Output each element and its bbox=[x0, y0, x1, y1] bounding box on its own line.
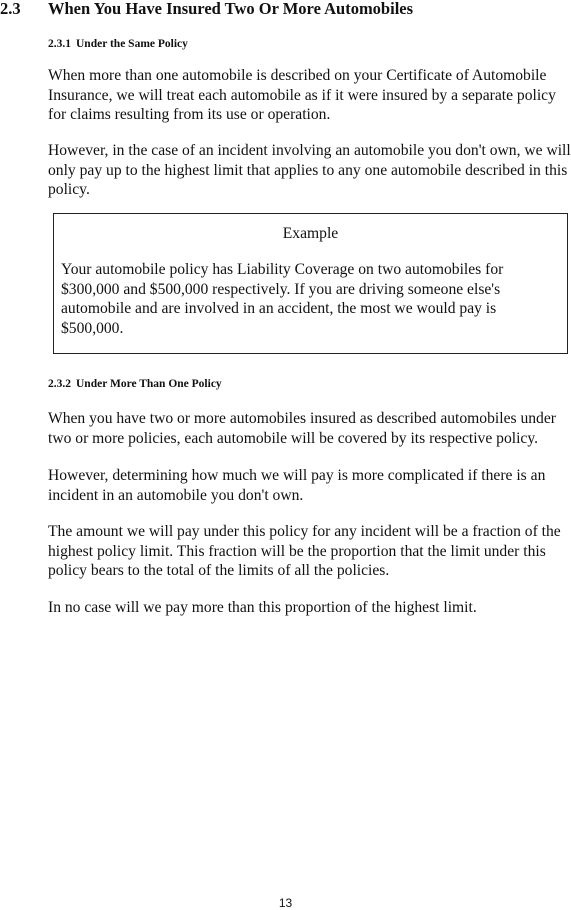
page-number: 13 bbox=[278, 896, 293, 910]
section-number: 2.3 bbox=[0, 0, 21, 18]
subsection-title: Under the Same Policy bbox=[76, 38, 188, 50]
section-title: When You Have Insured Two Or More Automobiles bbox=[48, 0, 414, 18]
example-text: Your automobile policy has Liability Coverage on two automobiles for $300,000 and $500,000 respectively. If you are driving someone else's automobile and are involved in an accident, the most we would pay is $500,000. bbox=[61, 261, 504, 337]
paragraph-separate-policy: When more than one automobile is described on your Certificate of Automobile Insurance, we will treat each automobile as if it were insured by a separate policy for claims resulting from its use or operation. bbox=[48, 67, 556, 123]
paragraph-fraction: The amount we will pay under this policy for any incident will be a fraction of the highest policy limit. This fraction will be the proportion that the limit under this policy bears to the total of the limits of all the policies. bbox=[48, 523, 561, 579]
subsection-heading-more-than-one-policy bbox=[48, 377, 222, 391]
example-box bbox=[53, 213, 568, 354]
subsection-heading-same-policy bbox=[48, 37, 188, 51]
paragraph-no-case: In no case will we pay more than this proportion of the highest limit. bbox=[48, 599, 477, 616]
paragraph-highest-limit: However, in the case of an incident involving an automobile you don't own, we will only pay up to the highest limit that applies to any one automobile described in this policy. bbox=[48, 142, 571, 198]
subsection-title: Under More Than One Policy bbox=[76, 378, 222, 390]
paragraph-complicated: However, determining how much we will pay is more complicated if there is an incident in an automobile you don't own. bbox=[48, 467, 546, 504]
subsection-number: 2.3.2 bbox=[48, 378, 71, 390]
paragraph-respective-policy: When you have two or more automobiles insured as described automobiles under two or more policies, each automobile will be covered by its respective policy. bbox=[48, 410, 556, 447]
example-title: Example bbox=[282, 225, 339, 242]
subsection-number: 2.3.1 bbox=[48, 38, 71, 50]
